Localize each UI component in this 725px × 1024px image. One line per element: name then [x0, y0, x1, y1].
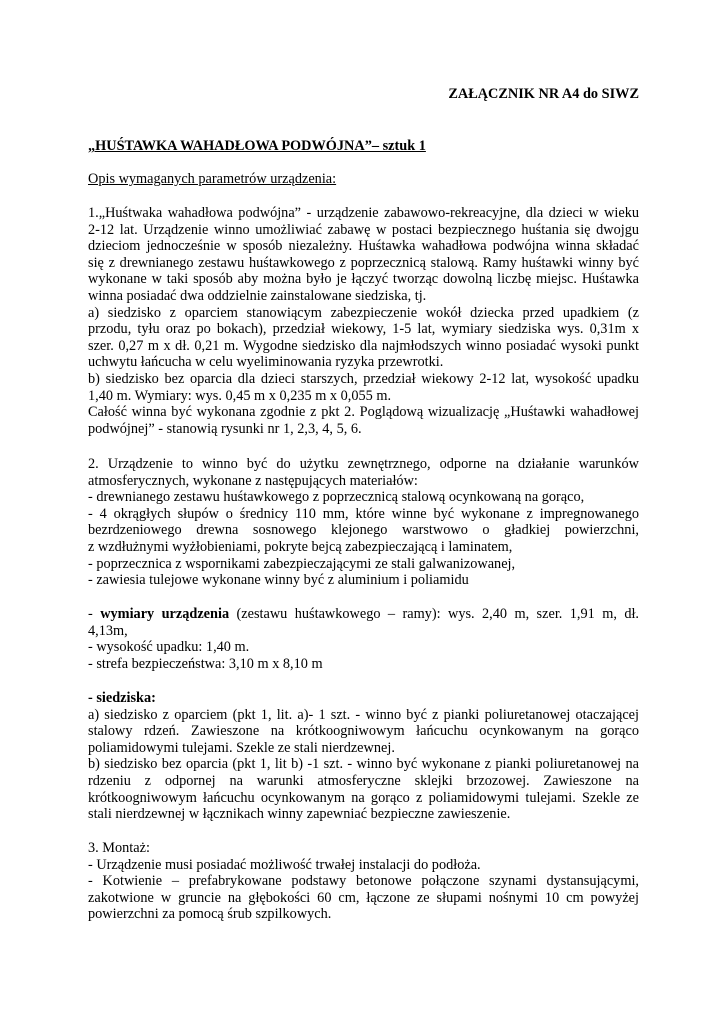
seats-line: rdzeniu z odpornej na warunki atmosferyczne sklejki brzozowej. Zawieszone na: [88, 772, 639, 789]
section-2-line: atmosferycznych, wykonane z następujących materiałów:: [88, 472, 418, 489]
section-1-line: b) siedzisko bez oparcia dla dzieci starszych, przedział wiekowy 2-12 lat, wysokość upadku: [88, 370, 639, 387]
annex-label: ZAŁĄCZNIK NR A4 do SIWZ: [448, 86, 639, 102]
section-3: [88, 840, 639, 923]
section-2-line: - drewnianego zestawu huśtawkowego z poprzecznicą stalową ocynkowaną na gorąco,: [88, 489, 585, 506]
section-2-line: - 4 okrągłych słupów o średnicy 110 mm, które winne być wykonane z impregnowanego: [88, 505, 639, 522]
seats-line: poliamidowymi tulejami. Szekle ze stali nierdzewnej.: [88, 739, 395, 756]
section-2-line: - poprzecznica z wspornikami zabezpieczającymi ze stali galwanizowanej,: [88, 555, 516, 572]
section-1-line: wykonane w taki sposób aby można było je łączyć tworząc dowolną liczbę miejsc. Huśtawka: [88, 271, 639, 288]
section-1-line: 1.„Huśtwaka wahadłowa podwójna” - urządzenie zabawowo-rekreacyjne, dla dzieci w wieku: [88, 205, 639, 221]
section-1-line: szer. 0,27 m x dł. 0,21 m. Wygodne siedzisko dla najmłodszych winno posiadać wysoki punkt: [88, 337, 639, 354]
section-1-line: 1,40 m. Wymiary: wys. 0,45 m x 0,235 m x 0,055 m.: [88, 387, 392, 404]
section-2: [88, 456, 639, 589]
seats-line: stalowy rdzeń. Zawieszone na krótkoogniwowym łańcuchu ocynkowanym na gorąco: [88, 723, 639, 740]
dimensions-line: 4,13m,: [88, 622, 128, 639]
section-1-line: Całość winna być wykonana zgodnie z pkt 2. Poglądową wizualizację „Huśtawki wahadłowej: [88, 404, 639, 421]
seats-heading: - siedziska:: [88, 690, 156, 706]
fall-height: - wysokość upadku: 1,40 m.: [88, 639, 250, 656]
section-1: [88, 205, 639, 437]
section-1-line: a) siedzisko z oparciem stanowiącym zabezpieczenie wokół dziecka przed upadkiem (z: [88, 304, 639, 321]
section-3-line: zakotwione w gruncie na głębokości 60 cm, łączone ze słupami nośnymi 10 cm powyżej: [88, 889, 639, 906]
section-3-line: - Kotwienie – prefabrykowane podstawy betonowe połączone szynami dystansującymi,: [88, 873, 639, 890]
section-1-line: podwójnej” - stanowią rysunki nr 1, 2,3, 4, 5, 6.: [88, 420, 362, 437]
seats-line: a) siedzisko z oparciem (pkt 1, lit. a)- 1 szt. - winno być z pianki poliuretanowej otaczającej: [88, 706, 639, 723]
dimensions-label: wymiary urządzenia: [100, 606, 230, 622]
section-1-line: winna posiadać dwa oddzielnie zainstalowane siedziska, tj.: [88, 287, 427, 304]
section-1-line: przodu, tyłu oraz po bokach), przedział wiekowy, 1-5 lat, wymiary siedziska wys. 0,31m x: [88, 321, 639, 338]
seats-section: [88, 690, 639, 823]
seats-line: krótkoogniwowym łańcuchu ocynkowanym na gorąco z poliamidowymi tulejami. Szekle ze: [88, 789, 639, 806]
section-2-line: z wzdłużnymi wyżłobieniami, pokryte bejcą zabezpieczającą i laminatem,: [88, 538, 513, 555]
section-3-line: powierzchni za pomocą śrub szpilkowych.: [88, 906, 332, 923]
dimensions-dash: -: [88, 606, 101, 622]
dimensions-text: (zestawu huśtawkowego – ramy): wys. 2,40 m, szer. 1,91 m, dł.: [229, 606, 640, 622]
document-subtitle: Opis wymaganych parametrów urządzenia:: [88, 171, 337, 187]
seats-line: b) siedzisko bez oparcia (pkt 1, lit b) -1 szt. - winno być wykonane z pianki poliuretanowej na: [88, 756, 639, 773]
section-2-line: bezrdzeniowego drewna sosnowego klejonego warstwowo o gładkiej powierzchni,: [88, 522, 639, 539]
section-2-line: 2. Urządzenie to winno być do użytku zewnętrznego, odporne na działanie warunków: [88, 456, 639, 472]
section-1-line: dzieciom jednocześnie w sposób niezależny. Huśtawka wahadłowa podwójna winna składać: [88, 238, 639, 255]
dimensions-line: [88, 606, 639, 623]
seats-line: stali nierdzewnej w łącznikach winny zapewniać bezpieczne zawieszenie.: [88, 806, 511, 823]
section-3-heading: 3. Montaż:: [88, 840, 150, 856]
section-2-line: - zawiesia tulejowe wykonane winny być z aluminium i poliamidu: [88, 572, 469, 589]
document-title: „HUŚTAWKA WAHADŁOWA PODWÓJNA”– sztuk 1: [88, 138, 426, 154]
section-3-line: - Urządzenie musi posiadać możliwość trwałej instalacji do podłoża.: [88, 856, 481, 873]
dimensions-section: [88, 606, 639, 672]
section-1-line: się z drewnianego zestawu huśtawkowego z poprzecznicą stalową. Ramy huśtawki winny być: [88, 254, 639, 271]
section-1-line: uchwytu łańcucha w celu wyeliminowania ryzyka przewrotki.: [88, 354, 444, 371]
section-1-line: 2-12 lat. Urządzenie winno umożliwiać zabawę w postaci bezpiecznego huśtania się dwojgu: [88, 221, 639, 238]
safety-zone: - strefa bezpieczeństwa: 3,10 m x 8,10 m: [88, 655, 323, 672]
